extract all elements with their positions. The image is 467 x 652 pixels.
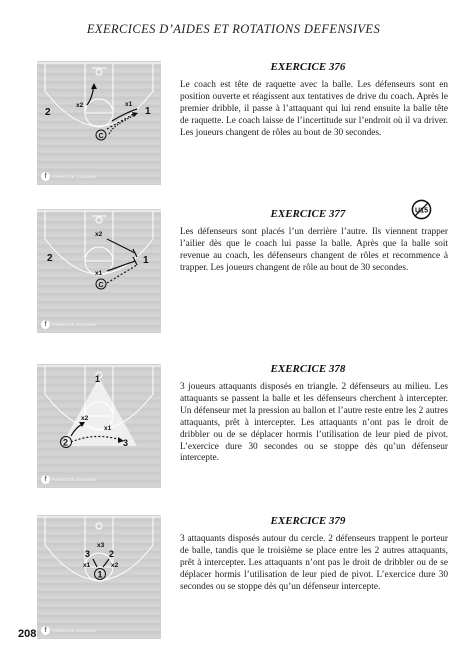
age-category-badge	[411, 199, 432, 220]
exercise-title: EXERCICE 376	[270, 61, 346, 73]
player-label: x1	[95, 270, 103, 277]
logo-text: FORMATION COACHING	[52, 477, 97, 482]
player-label: 1	[145, 106, 151, 117]
logo-icon: f	[41, 172, 50, 181]
exercise-title: EXERCICE 378	[270, 363, 346, 375]
publisher-logo	[41, 172, 96, 181]
player-label: 2	[47, 253, 53, 264]
exercise-description: 3 joueurs attaquants disposés en triangle. 2 défenseurs au milieu. Les attaquants se passent la balle et les défenseurs cherchent à intercepter. Un défenseur met la pression au ballon et l’autre reste entre les 2 autres attaquants, prêt à intercepter. Les attaquants n’ont pas le droit de dribbler ou de se déplacer hormis l’utilisation de leur pied de pivot. L’exercice dure 30 secondes ou se stoppe dès qu’un défenseur intercepte.	[180, 382, 448, 464]
player-label: x2	[76, 102, 84, 109]
exercise-title: EXERCICE 379	[270, 515, 346, 527]
exercise-description: Le coach est tête de raquette avec la balle. Les défenseurs sont en position ouverte et réagissent aux tentatives de drive du coach. Après le premier dribble, il passe à l’attaquant qui lui rend ensuite la balle tête de raquette. Le coach laisse de l’incertitude sur l’endroit où il va driver. Les joueurs changent de rôles au bout de 30 secondes.	[180, 80, 448, 138]
publisher-logo	[41, 626, 96, 635]
player-label: x1	[125, 101, 133, 108]
player-label: 2	[45, 107, 51, 118]
player-label: 3	[123, 438, 129, 448]
player-label: 2	[109, 549, 115, 559]
player-label: 3	[85, 549, 91, 559]
exercise-description: 3 attaquants disposés autour du cercle. 2 défenseurs trappent le porteur de balle, tandis que le troisième se place entre les 2 autres attaquants, prêt à intercepter. Les attaquants n’ont pas le droit de dribbler ou de se déplacer hormis l’utilisation de leur pied de pivot. L’exercice dure 30 secondes ou se stoppe dès qu’un défenseur intercepte.	[180, 534, 448, 592]
player-label: C	[98, 133, 104, 140]
player-label: 2	[63, 437, 69, 448]
player-label: C	[98, 282, 104, 289]
logo-icon: f	[41, 475, 50, 484]
player-label: 1	[95, 374, 101, 384]
player-label: x1	[104, 425, 112, 432]
logo-text: FORMATION COACHING	[52, 628, 97, 633]
diagram-exercise-377	[37, 209, 161, 333]
publisher-logo	[41, 475, 96, 484]
logo-text: FORMATION COACHING	[52, 322, 97, 327]
page-number: 208	[18, 628, 37, 640]
logo-icon: f	[41, 320, 50, 329]
logo-icon: f	[41, 626, 50, 635]
player-label: 1	[97, 569, 103, 580]
logo-text: FORMATION COACHING	[52, 174, 97, 179]
diagram-exercise-378	[37, 364, 161, 488]
exercise-description: Les défenseurs sont placés l’un derrière l’autre. Ils viennent trapper l’ailier dès que le coach lui passe la balle. Après que la balle soit revenue au coach, les défenseurs changent de rôles et recommence à trapper. Les joueurs changent de rôle au bout de 30 secondes.	[180, 227, 448, 273]
page-title: EXERCICES D’AIDES ET ROTATIONS DEFENSIVES	[86, 22, 381, 36]
diagram-exercise-376	[37, 61, 161, 185]
player-label: x2	[95, 231, 103, 238]
publisher-logo	[41, 320, 96, 329]
svg-text:U15: U15	[414, 206, 429, 215]
player-label: x2	[81, 415, 89, 422]
player-label: x1	[83, 562, 91, 569]
diagram-exercise-379	[37, 515, 161, 639]
player-label: x3	[97, 542, 105, 549]
exercise-title: EXERCICE 377	[270, 208, 346, 220]
player-label: x2	[111, 562, 119, 569]
player-label: 1	[143, 255, 149, 266]
